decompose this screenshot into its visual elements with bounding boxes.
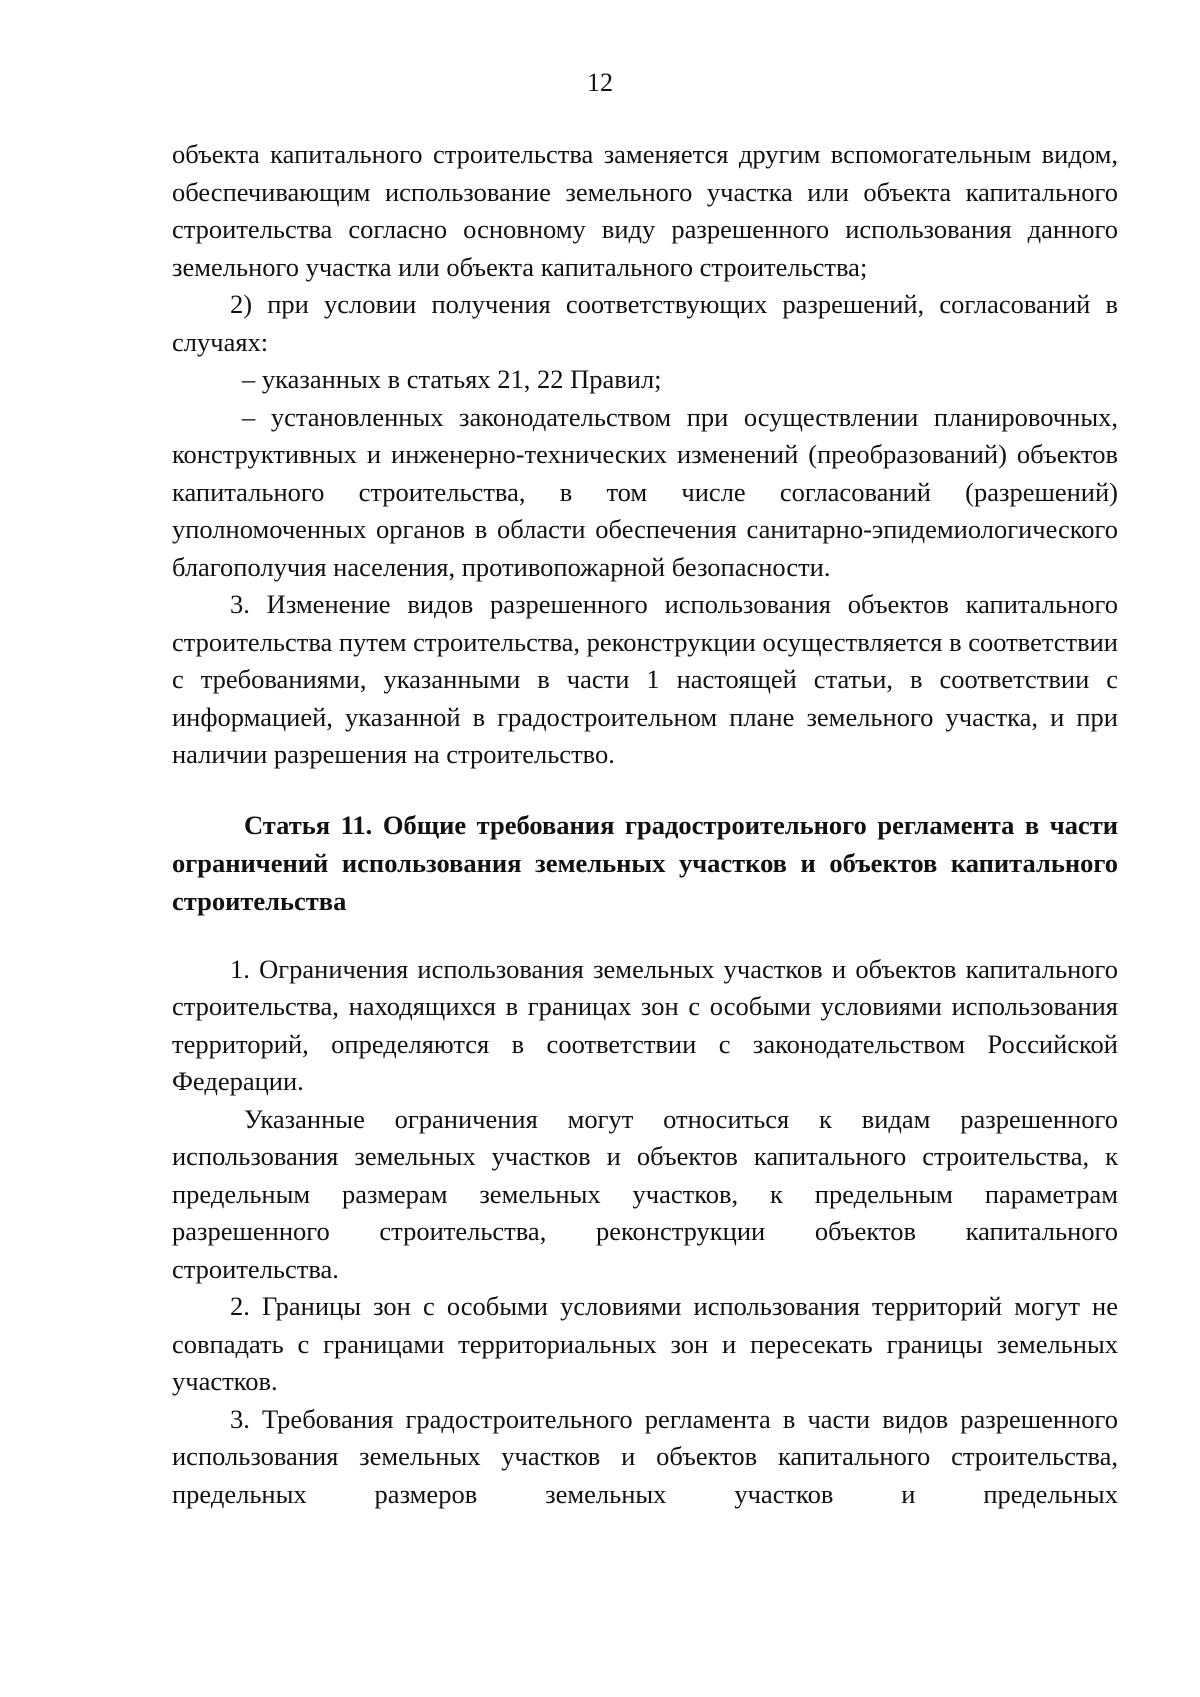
paragraph-restrictions: Указанные ограничения могут относиться к видам разрешенного использования земельных участков и объектов капитального строительства, к предельным размерам земельных участков, к предельным параметрам разрешенного строительства, реконструкции объектов капитального строительства. <box>172 1103 1118 1284</box>
paragraph-item-2: 2) при условии получения соответствующих разрешений, согласований в случаях: <box>172 289 1118 357</box>
paragraph-article-11-part-3: 3. Требования градостроительного регламента в части видов разрешенного использования земельных участков и объектов капитального строительства, предельных размеров земельных участков и предельных <box>172 1403 1118 1509</box>
paragraph-item-3: 3. Изменение видов разрешенного использования объектов капитального строительства путем строительства, реконструкции осуществляется в соответствии с требованиями, указанными в части 1 настоящей статьи, в соответствии с информацией, указанной в градостроительном плане земельного участка, и при наличии разрешения на строительство. <box>172 589 1118 769</box>
paragraph-continuation: объекта капитального строительства заменяется другим вспомогательным видом, обеспечивающим использование земельного участка или объекта капитального строительства согласно основному виду разрешенного использования данного земельного участка или объекта капитального строительства; <box>172 139 1118 282</box>
article-heading: Статья 11. Общие требования градостроительного регламента в части ограничений использования земельных участков и объектов капитального строительства <box>172 809 1118 916</box>
document-body <box>172 136 1118 1513</box>
list-item-dash-1: – указанных в статьях 21, 22 Правил; <box>242 364 662 394</box>
list-item-dash-2: – установленных законодательством при осуществлении планировочных, конструктивных и инженерно-технических изменений (преобразований) объектов капитального строительства, в том числе согласований (разрешений) уполномоченных органов в области обеспечения санитарно-эпидемиологического благополучия населения, противопожарной безопасности. <box>172 401 1118 582</box>
paragraph-article-11-part-1: 1. Ограничения использования земельных участков и объектов капитального строительства, находящихся в границах зон с особыми условиями использования территорий, определяются в соответствии с законодательством Российской Федерации. <box>172 953 1118 1096</box>
paragraph-article-11-part-2: 2. Границы зон с особыми условиями использования территорий могут не совпадать с границами территориальных зон и пересекать границы земельных участков. <box>172 1291 1118 1396</box>
page-number: 12 <box>587 68 613 97</box>
